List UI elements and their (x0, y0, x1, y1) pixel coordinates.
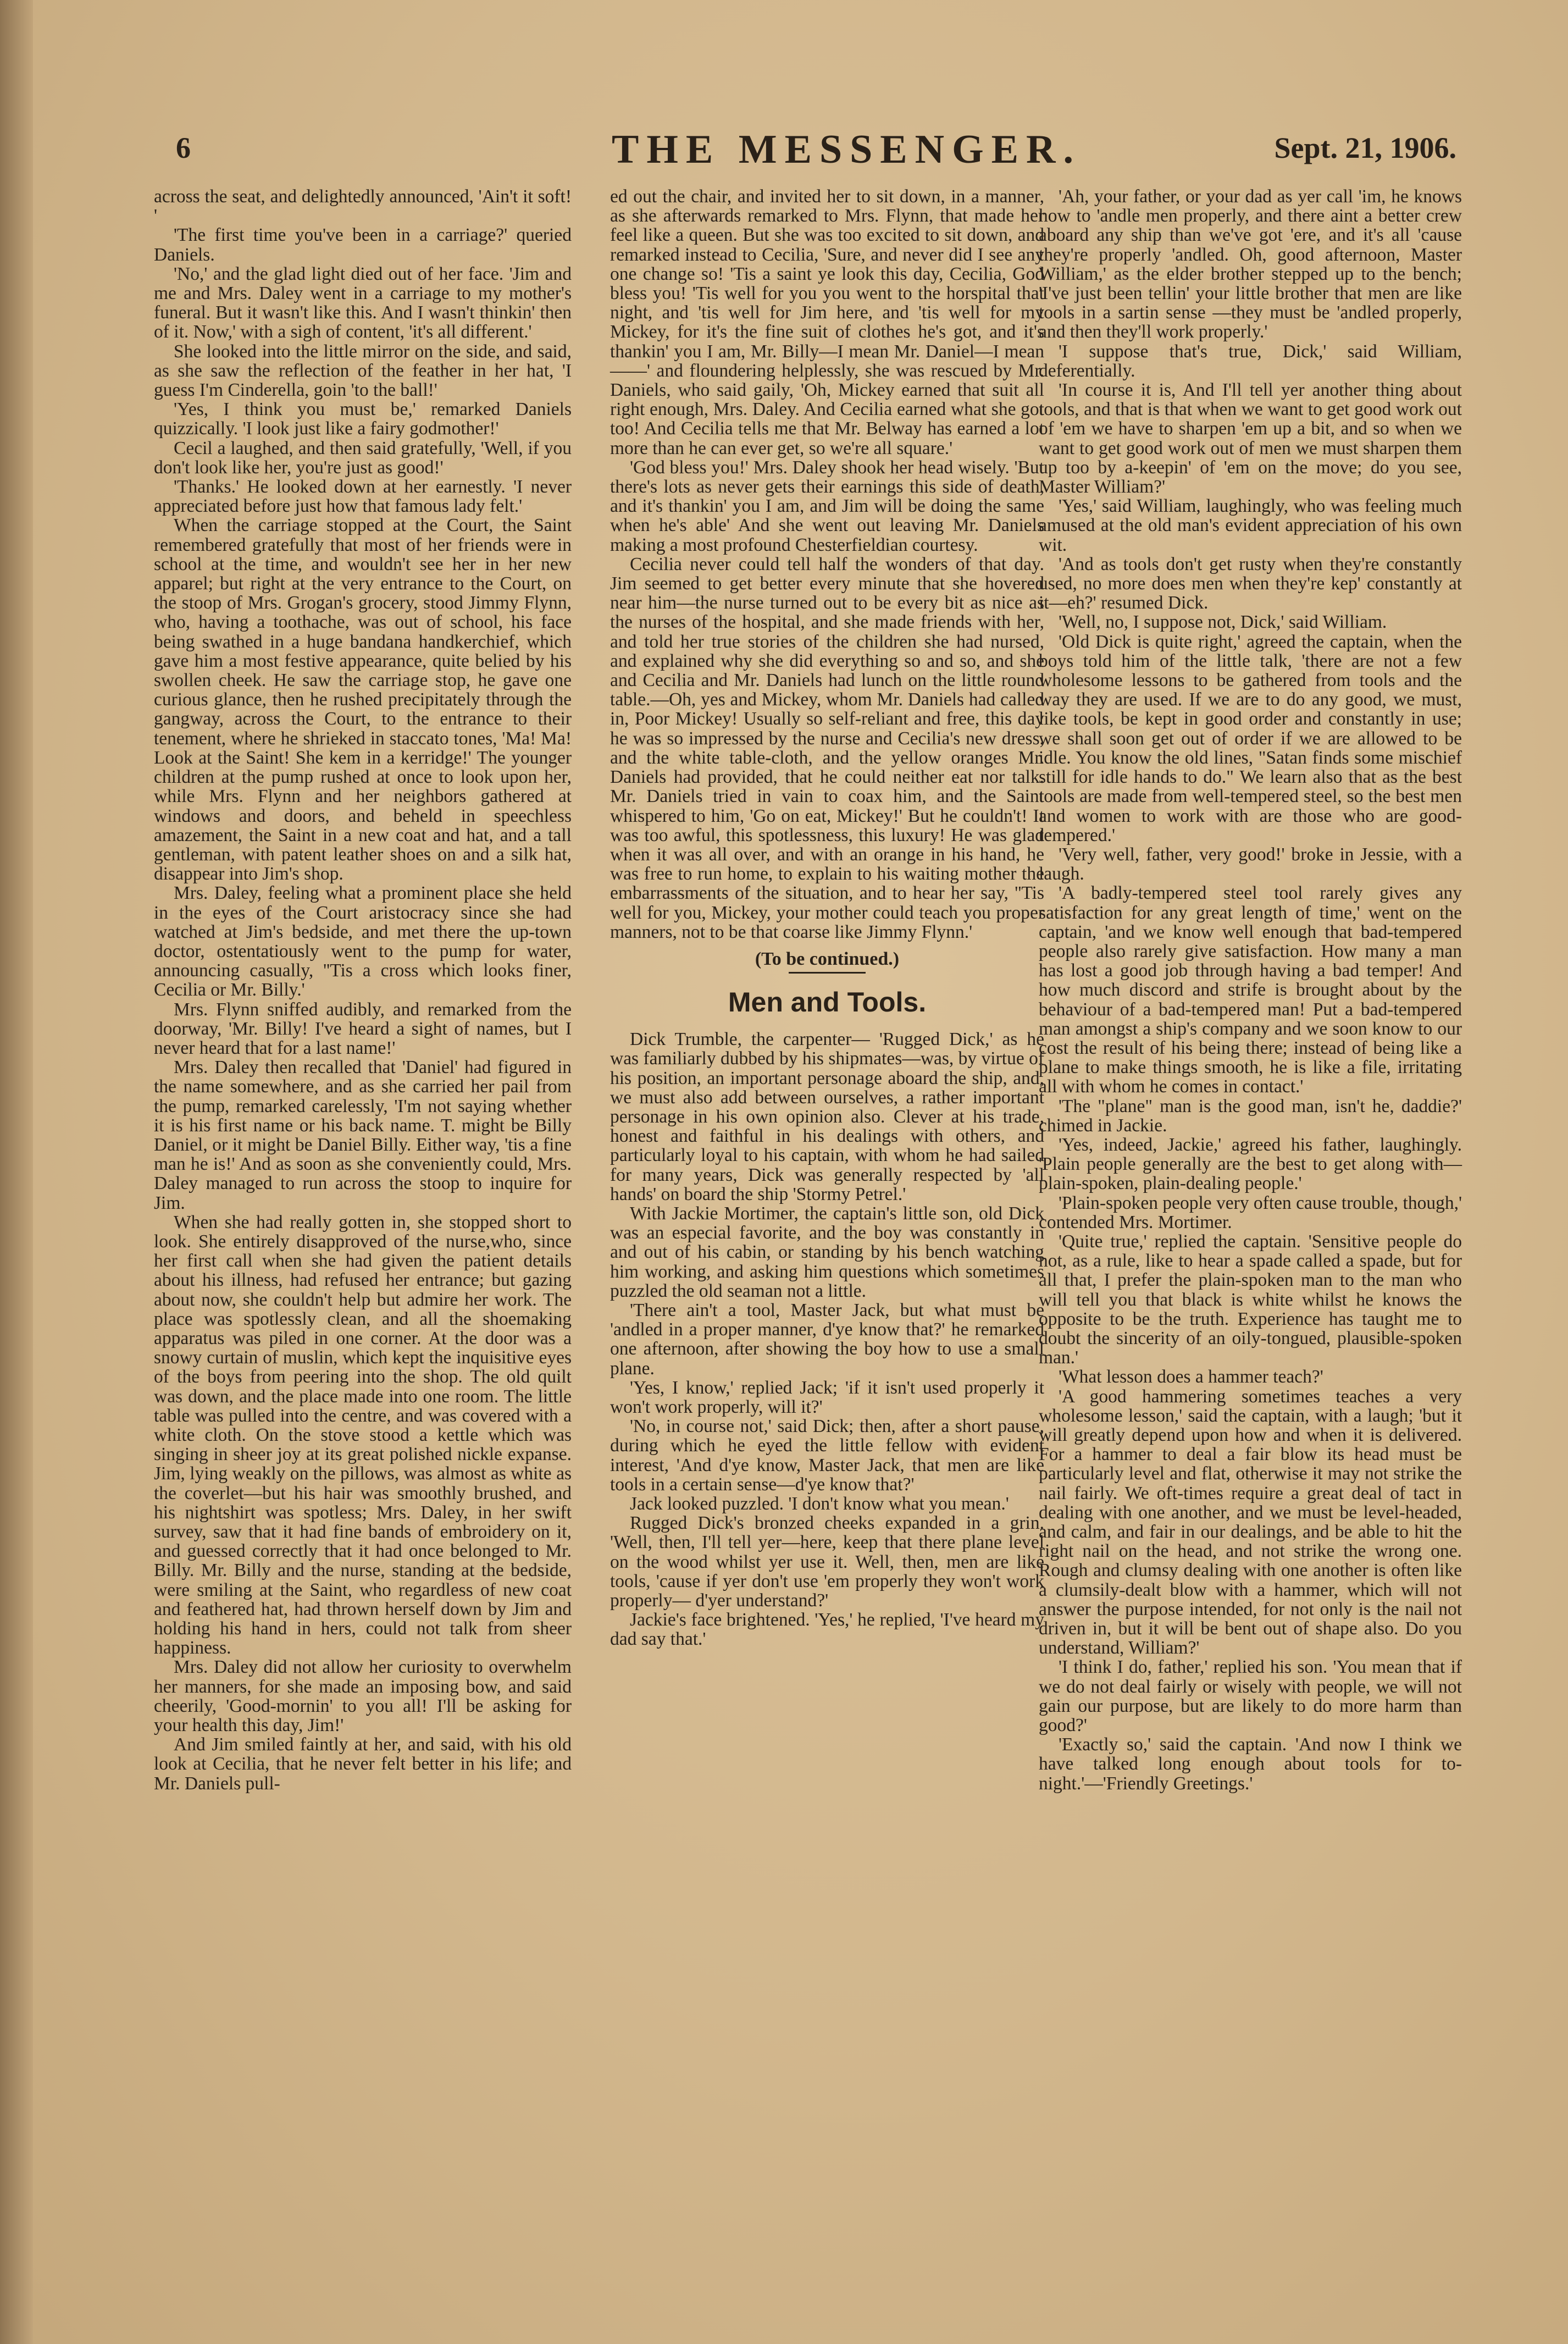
paragraph: 'Well, no, I suppose not, Dick,' said William. (1059, 612, 1387, 633)
paragraph: Mrs. Daley did not allow her curiosity to overwhelm her manners, for she made an imposing bow, and said cheerily, 'Good-mornin' to you all! I'll be asking for your health this day, Jim!' (154, 1657, 572, 1736)
paragraph: 'The first time you've been in a carriage?' queried Daniels. (154, 225, 572, 265)
paragraph: 'There ain't a tool, Master Jack, but what must be 'andled in a proper manner, d'ye know that?' he remarked one afternoon, after showing the boy how to use a small plane. (610, 1300, 1044, 1379)
column-2 (610, 187, 1044, 1649)
paragraph: 'The "plane" man is the good man, isn't he, daddie?' chimed in Jackie. (1039, 1096, 1462, 1136)
to-be-continued: (To be continued.) (755, 948, 900, 969)
paragraph: 'I suppose that's true, Dick,' said William, deferentially. (1039, 341, 1462, 381)
paragraph: 'I think I do, father,' replied his son. 'You mean that if we do not deal fairly or wisely with people, we will not gain our purpose, but are likely to do more harm than good?' (1039, 1657, 1462, 1736)
paragraph: 'Old Dick is quite right,' agreed the captain, when the boys told him of the little talk, 'there are not a few wholesome lessons to be gathered from tools and the way they are used. If we are to do any good, we must, like tools, be kept in good order and constantly in use; we shall soon get out of order if we are allowed to be idle. You know the old lines, "Satan finds some mischief still for idle hands to do." We learn also that as the best tools are made from well-tempered steel, so the best men and women to work with are those who are good-tempered.' (1039, 631, 1462, 845)
paragraph: 'In course it is, And I'll tell yer another thing about tools, and that is that when we want to get good work out of 'em we have to sharpen 'em up a bit, and so when we want to get good work out of men we must sharpen them up too by a-keepin' of 'em on the move; do you see, Master William?' (1039, 380, 1462, 497)
paragraph: 'Yes,' said William, laughingly, who was feeling much amused at the old man's evident appreciation of his own wit. (1039, 496, 1462, 555)
issue-date: Sept. 21, 1906. (1274, 131, 1456, 164)
paragraph: 'Yes, indeed, Jackie,' agreed his father, laughingly. 'Plain people generally are the best to get along with—plain-spoken, plain-dealing people.' (1039, 1134, 1462, 1194)
paragraph: 'Quite true,' replied the captain. 'Sensitive people do not, as a rule, like to hear a spade called a spade, but for all that, I prefer the plain-spoken man to the man who will tell you that black is white whilst he knows the opposite to be the truth. Experience has taught me to doubt the sincerity of an oily-tongued, plausible-spoken man.' (1039, 1231, 1462, 1368)
paragraph: Cecil a laughed, and then said gratefully, 'Well, if you don't look like her, you're just as good!' (154, 438, 572, 478)
paragraph: Jackie's face brightened. 'Yes,' he replied, 'I've heard my dad say that.' (610, 1610, 1044, 1650)
paragraph: 'God bless you!' Mrs. Daley shook her head wisely. 'But there's lots as never gets their earnings this side of death, and it's thankin' you I am, and Jim will be doing the same when he's able' And she went out leaving Mr. Daniels making a most profound Chesterfieldian courtesy. (610, 457, 1044, 555)
paragraph: 'Very well, father, very good!' broke in Jessie, with a laugh. (1039, 844, 1462, 884)
paragraph: Cecilia never could tell half the wonders of that day. Jim seemed to get better every minute that she hovered near him—the nurse turned out to be every bit as nice as the nurses of the hospital, and she made friends with her, and told her true stories of the children she had nursed, and explained why she did everything so and so, and she and Cecilia and Mr. Daniels had lunch on the little round table.—Oh, yes and Mickey, whom Mr. Daniels had called in, Poor Mickey! Usually so self-reliant and free, this day he was so impressed by the nurse and Cecilia's new dress, and the white table-cloth, and the yellow oranges Mr. Daniels had provided, that he could neither eat nor talk. Mr. Daniels tried in vain to coax him, and the Saint whispered to him, 'Go on eat, Mickey!' But he couldn't! It was too awful, this spotlessness, this luxury! He was glad when it was all over, and with an orange in his hand, he was free to run home, to explain to his waiting mother the embarrassments of the situation, and to hear her say, ''Tis well for you, Mickey, your mother could teach you proper manners, not to be that coarse like Jimmy Flynn.' (610, 554, 1044, 942)
paragraph: Mrs. Daley, feeling what a prominent place she held in the eyes of the Court aristocracy since she had watched at Jim's bedside, and met there the up-town doctor, ostentatiously went to the pump for water, announcing casually, ''Tis a cross which looks finer, Cecilia or Mr. Billy.' (154, 883, 572, 1000)
paragraph: across the seat, and delightedly announced, 'Ain't it soft! ' (154, 186, 572, 226)
paragraph: 'Ah, your father, or your dad as yer call 'im, he knows how to 'andle men properly, and there aint a better crew aboard any ship than we've got 'ere, and it's all 'cause they're properly 'andled. Oh, good afternoon, Master William,' as the elder brother stepped up to the bench; 'I've just been tellin' your little brother that men are like tools in a sartin sense —they must be 'andled properly, and then they'll work properly.' (1039, 186, 1462, 342)
paragraph: 'Exactly so,' said the captain. 'And now I think we have talked long enough about tools for to-night.'—'Friendly Greetings.' (1039, 1734, 1462, 1794)
paragraph: With Jackie Mortimer, the captain's little son, old Dick was an especial favorite, and the boy was constantly in and out of his cabin, or standing by his bench watching him working, and asking him questions which sometimes puzzled the old seaman not a little. (610, 1203, 1044, 1301)
paragraph: When she had really gotten in, she stopped short to look. She entirely disapproved of the nurse,who, since her first call when she had given the patient details about his illness, had refused her entrance; but gazing about now, she couldn't help but admire her work. The place was spotlessly clean, and all the shoemaking apparatus was piled in one corner. At the door was a snowy curtain of muslin, which kept the inquisitive eyes of the boys from peering into the shop. The old quilt was down, and the place made into one room. The little table was pulled into the centre, and was covered with a white cloth. On the stove stood a kettle which was singing in sheer joy at its great polished nickle expanse. Jim, lying weakly on the pillows, was almost as white as the coverlet—but his hair was smoothly brushed, and his nightshirt was spotless; Mrs. Daley, in her swift survey, saw that it had fine bands of embroidery on it, and guessed correctly that it had once belonged to Mr. Billy. Mr. Billy and the nurse, standing at the bedside, were smiling at the Saint, who regardless of new coat and feathered hat, had thrown herself down by Jim and holding his hand in hers, could not talk from sheer happiness. (154, 1212, 572, 1659)
masthead-title: THE MESSENGER. (612, 127, 1081, 172)
paragraph: 'A badly-tempered steel tool rarely gives any satisfaction for any great length of time,' went on the captain, 'and we know well enough that bad-tempered people also rarely give satisfaction. How many a man has lost a good job through having a bad temper! And how much discord and strife is brought about by the behaviour of a bad-tempered man! Put a bad-tempered man amongst a ship's company and we soon know to our cost the result of his being there; instead of being like a plane to make things smooth, he is like a file, irritating all with whom he comes in contact.' (1039, 883, 1462, 1097)
paragraph: 'Thanks.' He looked down at her earnestly. 'I never appreciated before just how that famous lady felt.' (154, 477, 572, 517)
paragraph: And Jim smiled faintly at her, and said, with his old look at Cecilia, that he never felt better in his life; and Mr. Daniels pull- (154, 1734, 572, 1794)
paragraph: 'Yes, I know,' replied Jack; 'if it isn't used properly it won't work properly, will it?' (610, 1377, 1044, 1417)
paragraph: She looked into the little mirror on the side, and said, as she saw the reflection of the feather in her hat, 'I guess I'm Cinderella, goin 'to the ball!' (154, 341, 572, 401)
paragraph: 'No, in course not,' said Dick; then, after a short pause, during which he eyed the little fellow with evident interest, 'And d'ye know, Master Jack, that men are like tools in a certain sense—d'ye know that?' (610, 1416, 1044, 1495)
page-header (176, 126, 1456, 181)
paragraph: ed out the chair, and invited her to sit down, in a manner, as she afterwards remarked to Mrs. Flynn, that made her feel like a queen. But she was too excited to sit down, and remarked instead to Cecilia, 'Sure, and never did I see any one change so! 'Tis a saint ye look this day, Cecilia, God bless you! 'Tis well for you you went to the horspital that night, and 'tis well for Jim here, and 'tis well for my Mickey, for it's the fine suit of clothes he's got, and it's thankin' you I am, Mr. Billy—I mean Mr. Daniel—I mean——' and floundering helplessly, she was rescued by Mr. Daniels, who said gaily, 'Oh, Mickey earned that suit all right enough, Mrs. Daley. And Cecilia earned what she got too! And Cecilia tells me that Mr. Belway has earned a lot more than he can ever get, so we're all square.' (610, 186, 1044, 458)
column-3 (1039, 187, 1462, 1793)
page-binding-edge (0, 0, 33, 2344)
paragraph: 'No,' and the glad light died out of her face. 'Jim and me and Mrs. Daley went in a carriage to my mother's funeral. But it wasn't like this. And I wasn't thinkin' then of it. Now,' with a sigh of content, 'it's all different.' (154, 263, 572, 342)
paragraph: Mrs. Daley then recalled that 'Daniel' had figured in the name somewhere, and as she carried her pail from the pump, remarked carelessly, 'I'm not saying whether it is his first name or his back name. T. might be Billy Daniel, or it might be Daniel Billy. Either way, 'tis a fine man he is!' And as soon as she conveniently could, Mrs. Daley managed to run across the stoop to inquire for Jim. (154, 1057, 572, 1213)
article-title: Men and Tools. (728, 987, 927, 1018)
paragraph: 'A good hammering sometimes teaches a very wholesome lesson,' said the captain, with a laugh; 'but it will greatly depend upon how and when it is delivered. For a hammer to deal a fair blow its head must be particularly level and flat, otherwise it may not strike the nail fairly. We oft-times require a great deal of tact in dealing with one another, and we must be level-headed, and calm, and fair in our dealings, and be able to hit the right nail on the head, and not strike the wrong one. Rough and clumsy dealing with one another is often like a clumsily-dealt blow with a hammer, which will not answer the purpose intended, for not only is the nail not driven in, but it will be bent out of shape also. Do you understand, William?' (1039, 1386, 1462, 1659)
paragraph: When the carriage stopped at the Court, the Saint remembered gratefully that most of her friends were in school at the time, and wouldn't see her in her new apparel; but right at the very entrance to the Court, on the stoop of Mrs. Grogan's grocery, stood Jimmy Flynn, who, having a toothache, was out of school, his face being swathed in a huge bandana handkerchief, which gave him a most festive appearance, quite belied by his swollen cheek. He saw the carriage stop, he gave one curious glance, then he rushed precipitately through the gangway, across the Court, to the entrance to their tenement, where he shrieked in staccato tones, 'Ma! Ma! Look at the Saint! She kem in a kerridge!' The younger children at the pump rushed at once to look upon her, while Mrs. Flynn and her neighbors gathered at windows and doors, and beheld in speechless amazement, the Saint in a new coat and hat, and a tall gentleman, with patent leather shoes on and a silk hat, disappear into Jim's shop. (154, 515, 572, 884)
paragraph: 'And as tools don't get rusty when they're constantly used, no more does men when they're kep' constantly at it—eh?' resumed Dick. (1039, 554, 1462, 613)
paragraph: 'Yes, I think you must be,' remarked Daniels quizzically. 'I look just like a fairy godmother!' (154, 399, 572, 439)
paragraph: Dick Trumble, the carpenter— 'Rugged Dick,' as he was familiarly dubbed by his shipmates—was, by virtue of his position, an important personage aboard the ship, and, we must also add between ourselves, a rather important personage in his own opinion also. Clever at his trade, honest and faithful in his dealings with others, and particularly loyal to his captain, with whom he had sailed for many years, Dick was generally respected by 'all hands' on board the ship 'Stormy Petrel.' (610, 1029, 1044, 1204)
paragraph: Rugged Dick's bronzed cheeks expanded in a grin. 'Well, then, I'll tell yer—here, keep that there plane level on the wood whilst yer use it. Well, then, men are like tools, 'cause if yer don't use 'em properly they won't work properly— d'yer understand?' (610, 1513, 1044, 1611)
page-number: 6 (176, 131, 191, 164)
paragraph: Jack looked puzzled. 'I don't know what you mean.' (630, 1494, 1009, 1514)
paragraph: 'What lesson does a hammer teach?' (1059, 1367, 1323, 1387)
column-1 (154, 187, 572, 1793)
paragraph: 'Plain-spoken people very often cause trouble, though,' contended Mrs. Mortimer. (1039, 1192, 1462, 1232)
paragraph: Mrs. Flynn sniffed audibly, and remarked from the doorway, 'Mr. Billy! I've heard a sight of names, but I never heard that for a last name!' (154, 999, 572, 1058)
section-divider (789, 972, 866, 974)
